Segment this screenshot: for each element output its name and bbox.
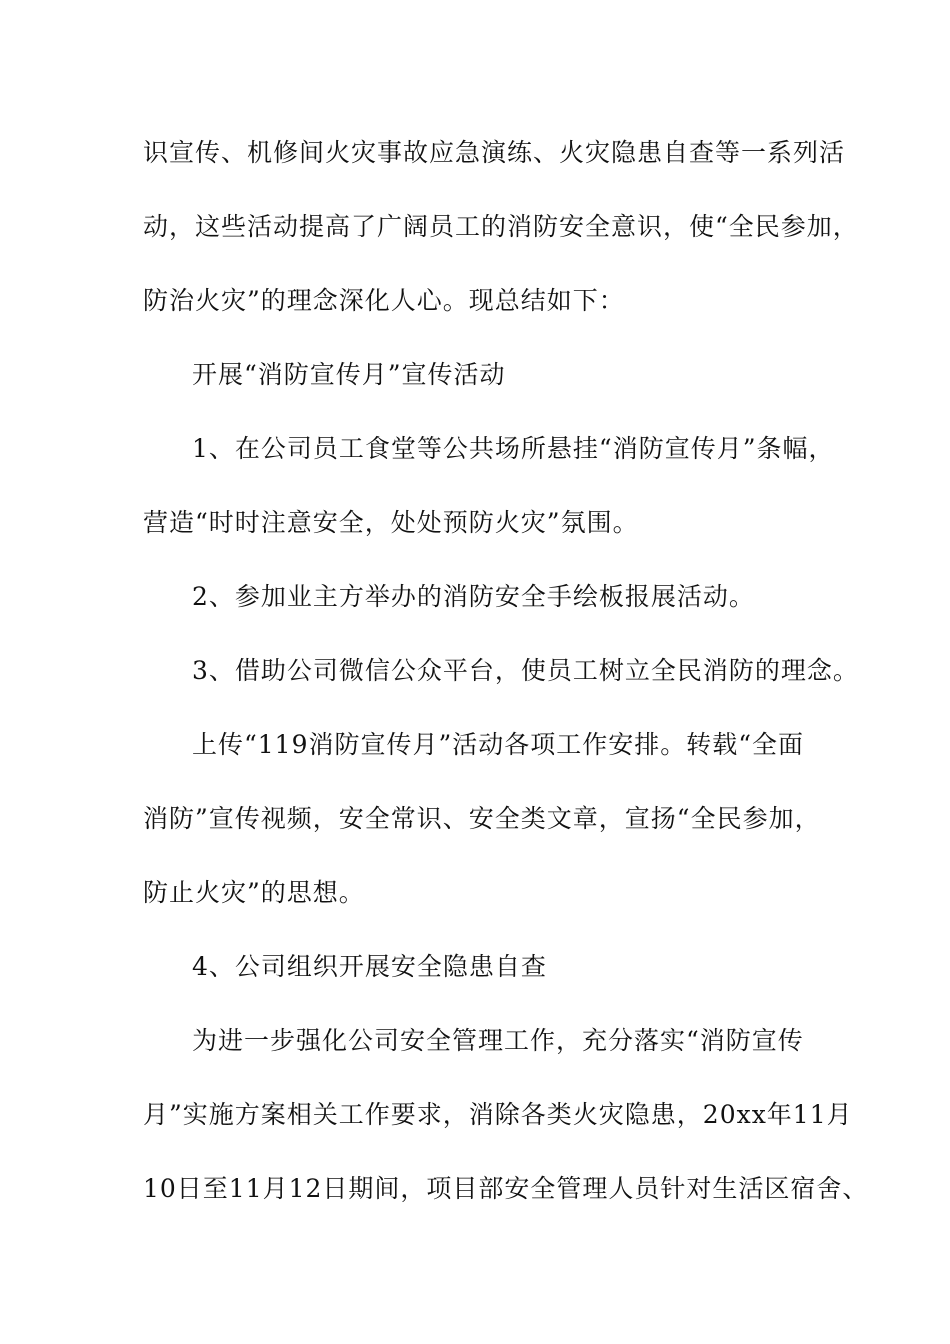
list-item: 4、公司组织开展安全隐患自查 <box>192 952 547 981</box>
paragraph-line: 营造“时时注意安全，处处预防火灾”氛围。 <box>143 508 639 537</box>
paragraph-line: 月”实施方案相关工作要求，消除各类火灾隐患，20xx年11月 <box>143 1100 853 1129</box>
paragraph-line: 动，这些活动提高了广阔员工的消防安全意识，使“全民参加， <box>143 212 859 241</box>
paragraph-line: 为进一步强化公司安全管理工作，充分落实“消防宣传 <box>192 1026 804 1055</box>
section-heading: 开展“消防宣传月”宣传活动 <box>192 360 506 389</box>
paragraph-line: 防治火灾”的理念深化人心。现总结如下： <box>143 286 625 315</box>
paragraph-line: 上传“119消防宣传月”活动各项工作安排。转载“全面 <box>192 730 805 759</box>
paragraph-line: 消防”宣传视频，安全常识、安全类文章，宣扬“全民参加， <box>143 804 821 833</box>
paragraph-line: 10日至11月12日期间，项目部安全管理人员针对生活区宿舍、 <box>143 1174 869 1203</box>
list-item: 2、参加业主方举办的消防安全手绘板报展活动。 <box>192 582 755 611</box>
list-item: 3、借助公司微信公众平台，使员工树立全民消防的理念。 <box>192 656 859 685</box>
paragraph-line: 识宣传、机修间火灾事故应急演练、火灾隐患自查等一系列活 <box>143 138 846 167</box>
paragraph-line: 防止火灾”的思想。 <box>143 878 365 907</box>
list-item: 1、在公司员工食堂等公共场所悬挂“消防宣传月”条幅， <box>192 434 835 463</box>
